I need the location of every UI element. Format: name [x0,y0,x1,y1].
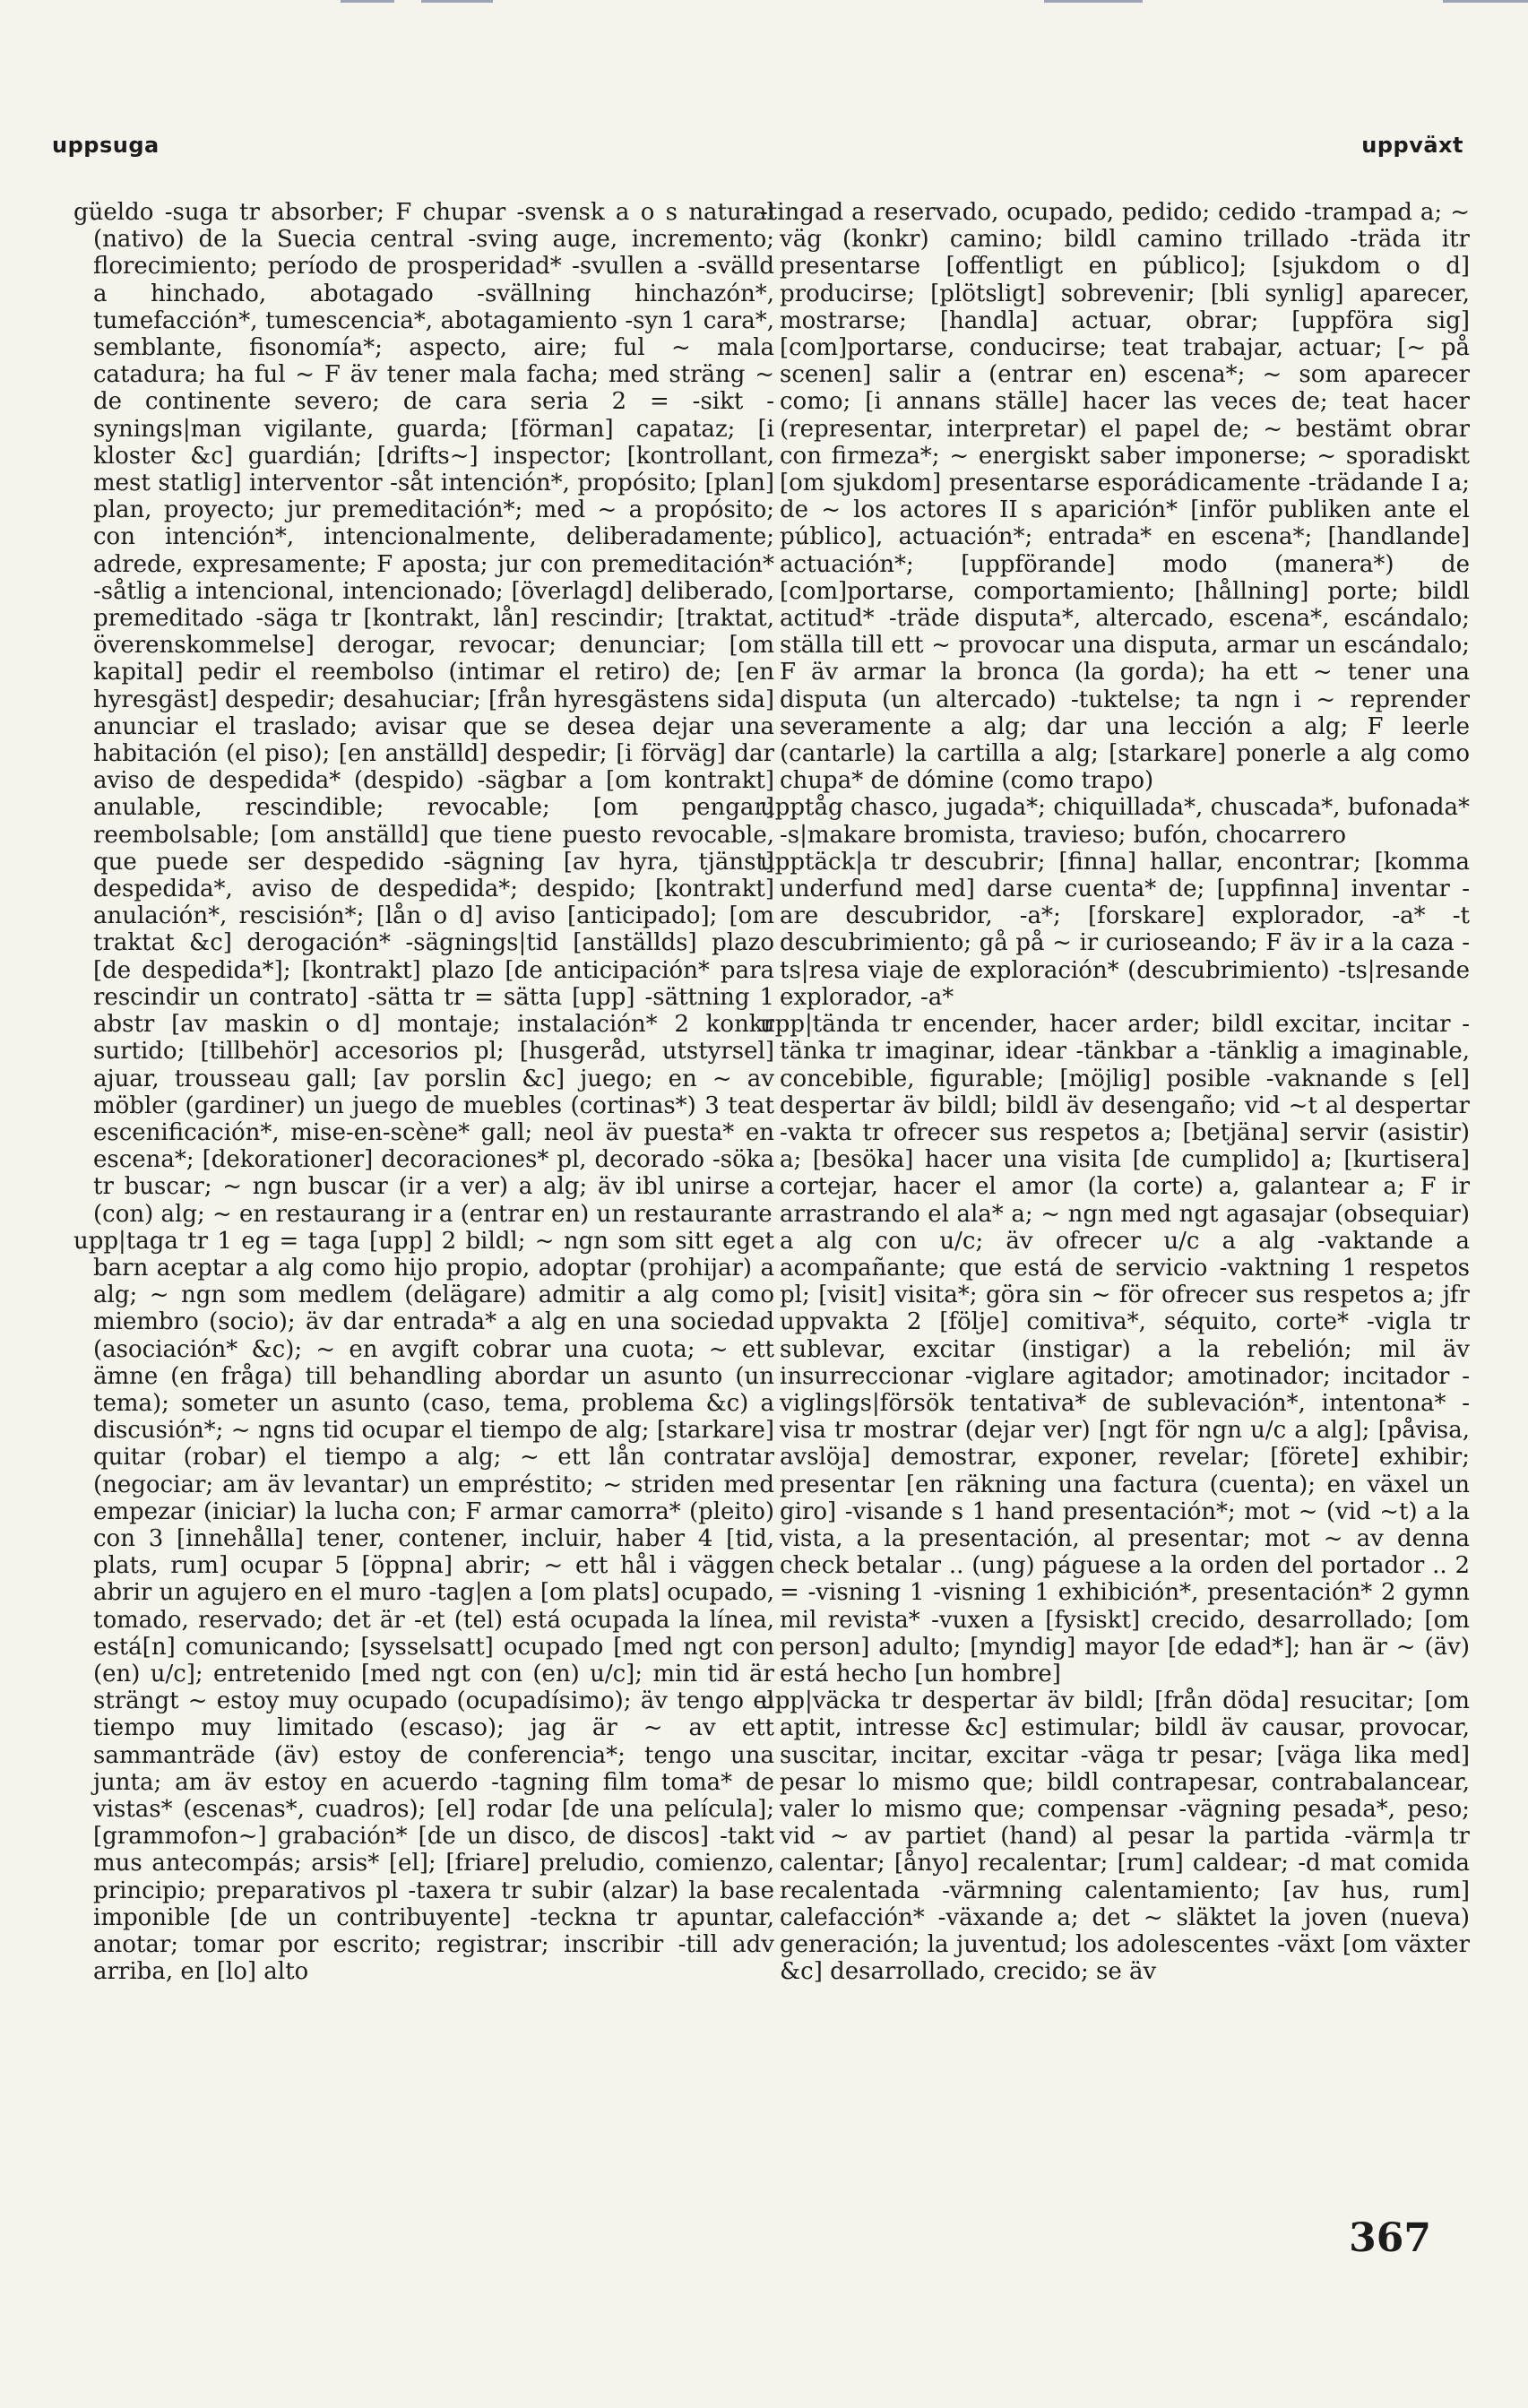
top-edge-mark [1443,0,1528,3]
top-edge-mark [341,0,394,3]
guide-word-left: uppsuga [52,133,160,158]
dictionary-entry: upp|väcka tr despertar äv bildl; [från döda] resucitar; [om aptit, intresse &c] estimular; bildl äv causar, provocar, suscitar, incitar, excitar -väga tr pesar; [väga lika med] pesar lo mismo que; bildl contrapesar, contrabalancear, valer lo mismo que; compensar -vägning pesada*, peso; vid ~ av partiet (hand) al pesar la partida -värm|a tr calentar; [ånyo] recalentar; [rum] caldear; -d mat comida recalentada -värmning calentamiento; [av hus, rum] calefacción* -växande a; det ~ släktet la joven (nueva) generación; la juventud; los adolescentes -växt [om växter &c] desarrollado, crecido; se äv [760,1687,1470,1986]
top-edge-mark [1044,0,1143,3]
page-number: 367 [1349,2215,1431,2261]
guide-word-right: uppväxt [1361,133,1463,158]
dictionary-entry: -tingad a reservado, ocupado, pedido; cedido -trampad a; ~ väg (konkr) camino; bildl camino trillado -träda itr presentarse [offentligt en público]; [sjukdom o d] producirse; [plötsligt] sobrevenir; [bli synlig] aparecer, mostrarse; [handla] actuar, obrar; [uppföra sig] [com]portarse, conducirse; teat trabajar, actuar; [~ på scenen] salir a (entrar en) escena*; ~ som aparecer como; [i annans ställe] hacer las veces de; teat hacer (representar, interpretar) el papel de; ~ bestämt obrar con firmeza*; ~ energiskt saber imponerse; ~ sporadiskt [om sjukdom] presentarse esporádicamente -trädande I a; de ~ los actores II s aparición* [inför publiken ante el público], actuación*; entrada* en escena*; [handlande] actuación*; [uppförande] modo (manera*) de [com]portarse, comportamiento; [hållning] porte; bildl actitud* -träde disputa*, altercado, escena*, escándalo; ställa till ett ~ provocar una disputa, armar un escándalo; F äv armar la bronca (la gorda); ha ett ~ tener una disputa (un altercado) -tuktelse; ta ngn i ~ reprender severamente a alg; dar una lección a alg; F leerle (cantarle) la cartilla a alg; [starkare] ponerle a alg como chupa* de dómine (como trapo) [760,199,1470,795]
dictionary-entry: upp|taga tr 1 eg = taga [upp] 2 bildl; ~ ngn som sitt eget barn aceptar a alg como hijo propio, adoptar (prohijar) a alg; ~ ngn som medlem (delägare) admitir a alg como miembro (socio); äv dar entrada* a alg en una sociedad (asociación* &c); ~ en avgift cobrar una cuota; ~ ett ämne (en fråga) till behandling abordar un asunto (un tema); someter un asunto (caso, tema, problema &c) a discusión*; ~ ngns tid ocupar el tiempo de alg; [starkare] quitar (robar) el tiempo a alg; ~ ett lån contratar (negociar; am äv levantar) un empréstito; ~ striden med empezar (iniciar) la lucha con; F armar camorra* (pleito) con 3 [innehålla] tener, contener, incluir, haber 4 [tid, plats, rum] ocupar 5 [öppna] abrir; ~ ett hål i väggen abrir un agujero en el muro -tag|en a [om plats] ocupado, tomado, reservado; det är -et (tel) está ocupada la línea, está[n] comunicando; [sysselsatt] ocupado [med ngt con (en) u/c]; entretenido [med ngt con (en) u/c]; min tid är strängt ~ estoy muy ocupado (ocupadísimo); äv tengo el tiempo muy limitado (escaso); jag är ~ av ett sammanträde (äv) estoy de conferencia*; tengo una junta; am äv estoy en acuerdo -tagning film toma* de vistas* (escenas*, cuadros); [el] rodar [de una película]; [grammofon~] grabación* [de un disco, de discos] -takt mus antecompás; arsis* [el]; [friare] preludio, comienzo, principio; preparativos pl -taxera tr subir (alzar) la base imponible [de un contribuyente] -teckna tr apuntar, anotar; tomar por escrito; registrar; inscribir -till adv arriba, en [lo] alto [73,1227,774,1986]
dictionary-entry: upptäck|a tr descubrir; [finna] hallar, encontrar; [komma underfund med] darse cuenta* de; [uppfinna] inventar -are descubridor, -a*; [forskare] explorador, -a* -t descubrimiento; gå på ~ ir curioseando; F äv ir a la caza -ts|resa viaje de exploración* (descubrimiento) -ts|resande explorador, -a* [760,848,1470,1011]
right-column [760,199,1470,2287]
dictionary-entry: upp|tända tr encender, hacer arder; bildl excitar, incitar -tänka tr imaginar, idear -tänkbar a -tänklig a imaginable, concebible, figurable; [möjlig] posible -vaknande s [el] despertar äv bildl; bildl äv desengaño; vid ~t al despertar -vakta tr ofrecer sus respetos a; [betjäna] servir (asistir) a; [besöka] hacer una visita [de cumplido] a; [kurtisera] cortejar, hacer el amor (la corte) a, galantear a; F ir arrastrando el ala* a; ~ ngn med ngt agasajar (obsequiar) a alg con u/c; äv ofrecer u/c a alg -vaktande a acompañante; que está de servicio -vaktning 1 respetos pl; [visit] visita*; göra sin ~ för ofrecer sus respetos a; jfr uppvakta 2 [följe] comitiva*, séquito, corte* -vigla tr sublevar, excitar (instigar) a la rebelión; mil äv insurreccionar -viglare agitador; amotinador; incitador -viglings|försök tentativa* de sublevación*, intentona* -visa tr mostrar (dejar ver) [ngt för ngn u/c a alg]; [påvisa, avslöja] demostrar, exponer, revelar; [förete] exhibir; presentar [en räkning una factura (cuenta); en växel un giro] -visande s 1 hand presentación*; mot ~ (vid ~t) a la vista, a la presentación, al presentar; mot ~ av denna check betalar .. (ung) páguese a la orden del portador .. 2 = -visning 1 -visning 1 exhibición*, presentación* 2 gymn mil revista* -vuxen a [fysiskt] crecido, desarrollado; [om person] adulto; [myndig] mayor [de edad*]; han är ~ (äv) está hecho [un hombre] [760,1011,1470,1687]
dictionary-entry: güeldo -suga tr absorber; F chupar -svensk a o s natural (nativo) de la Suecia central -sving auge, incremento; florecimiento; período de prosperidad* -svullen a -svälld a hinchado, abotagado -svällning hinchazón*, tumefacción*, tumescencia*, abotagamiento -syn 1 cara*, semblante, fisonomía*; aspecto, aire; ful ~ mala catadura; ha ful ~ F äv tener mala facha; med sträng ~ de continente severo; de cara seria 2 = -sikt -synings|man vigilante, guarda; [förman] capataz; [i kloster &c] guardián; [drifts~] inspector; [kontrollant, mest statlig] interventor -såt intención*, propósito; [plan] plan, proyecto; jur premeditación*; med ~ a propósito; con intención*, intencionalmente, deliberadamente; adrede, expresamente; F aposta; jur con premeditación* -såtlig a intencional, intencionado; [överlagd] deliberado, premeditado -säga tr [kontrakt, lån] rescindir; [traktat, överenskommelse] derogar, revocar; denunciar; [om kapital] pedir el reembolso (intimar el retiro) de; [en hyresgäst] despedir; desahuciar; [från hyresgästens sida] anunciar el traslado; avisar que se desea dejar una habitación (el piso); [en anställd] despedir; [i förväg] dar aviso de despedida* (despido) -sägbar a [om kontrakt] anulable, rescindible; revocable; [om pengar] reembolsable; [om anställd] que tiene puesto revocable, que puede ser despedido -sägning [av hyra, tjänst] despedida*, aviso de despedida*; despido; [kontrakt] anulación*, rescisión*; [lån o d] aviso [anticipado]; [om traktat &c] derogación* -sägnings|tid [anställds] plazo [de despedida*]; [kontrakt] plazo [de anticipación* para rescindir un contrato] -sätta tr = sätta [upp] -sättning 1 abstr [av maskin o d] montaje; instalación* 2 konkr surtido; [tillbehör] accesorios pl; [husgeråd, utstyrsel] ajuar, trousseau gall; [av porslin &c] juego; en ~ av möbler (gardiner) un juego de muebles (cortinas*) 3 teat escenificación*, mise-en-scène* gall; neol äv puesta* en escena*; [dekorationer] decoraciones* pl, decorado -söka tr buscar; ~ ngn buscar (ir a ver) a alg; äv ibl unirse a (con) alg; ~ en restaurang ir a (entrar en) un restaurante [73,199,774,1228]
top-edge-mark [421,0,493,3]
left-column [73,199,774,2287]
dictionary-entry: upptåg chasco, jugada*; chiquillada*, chuscada*, bufonada* -s|makare bromista, travieso; bufón, chocarrero [760,794,1470,849]
